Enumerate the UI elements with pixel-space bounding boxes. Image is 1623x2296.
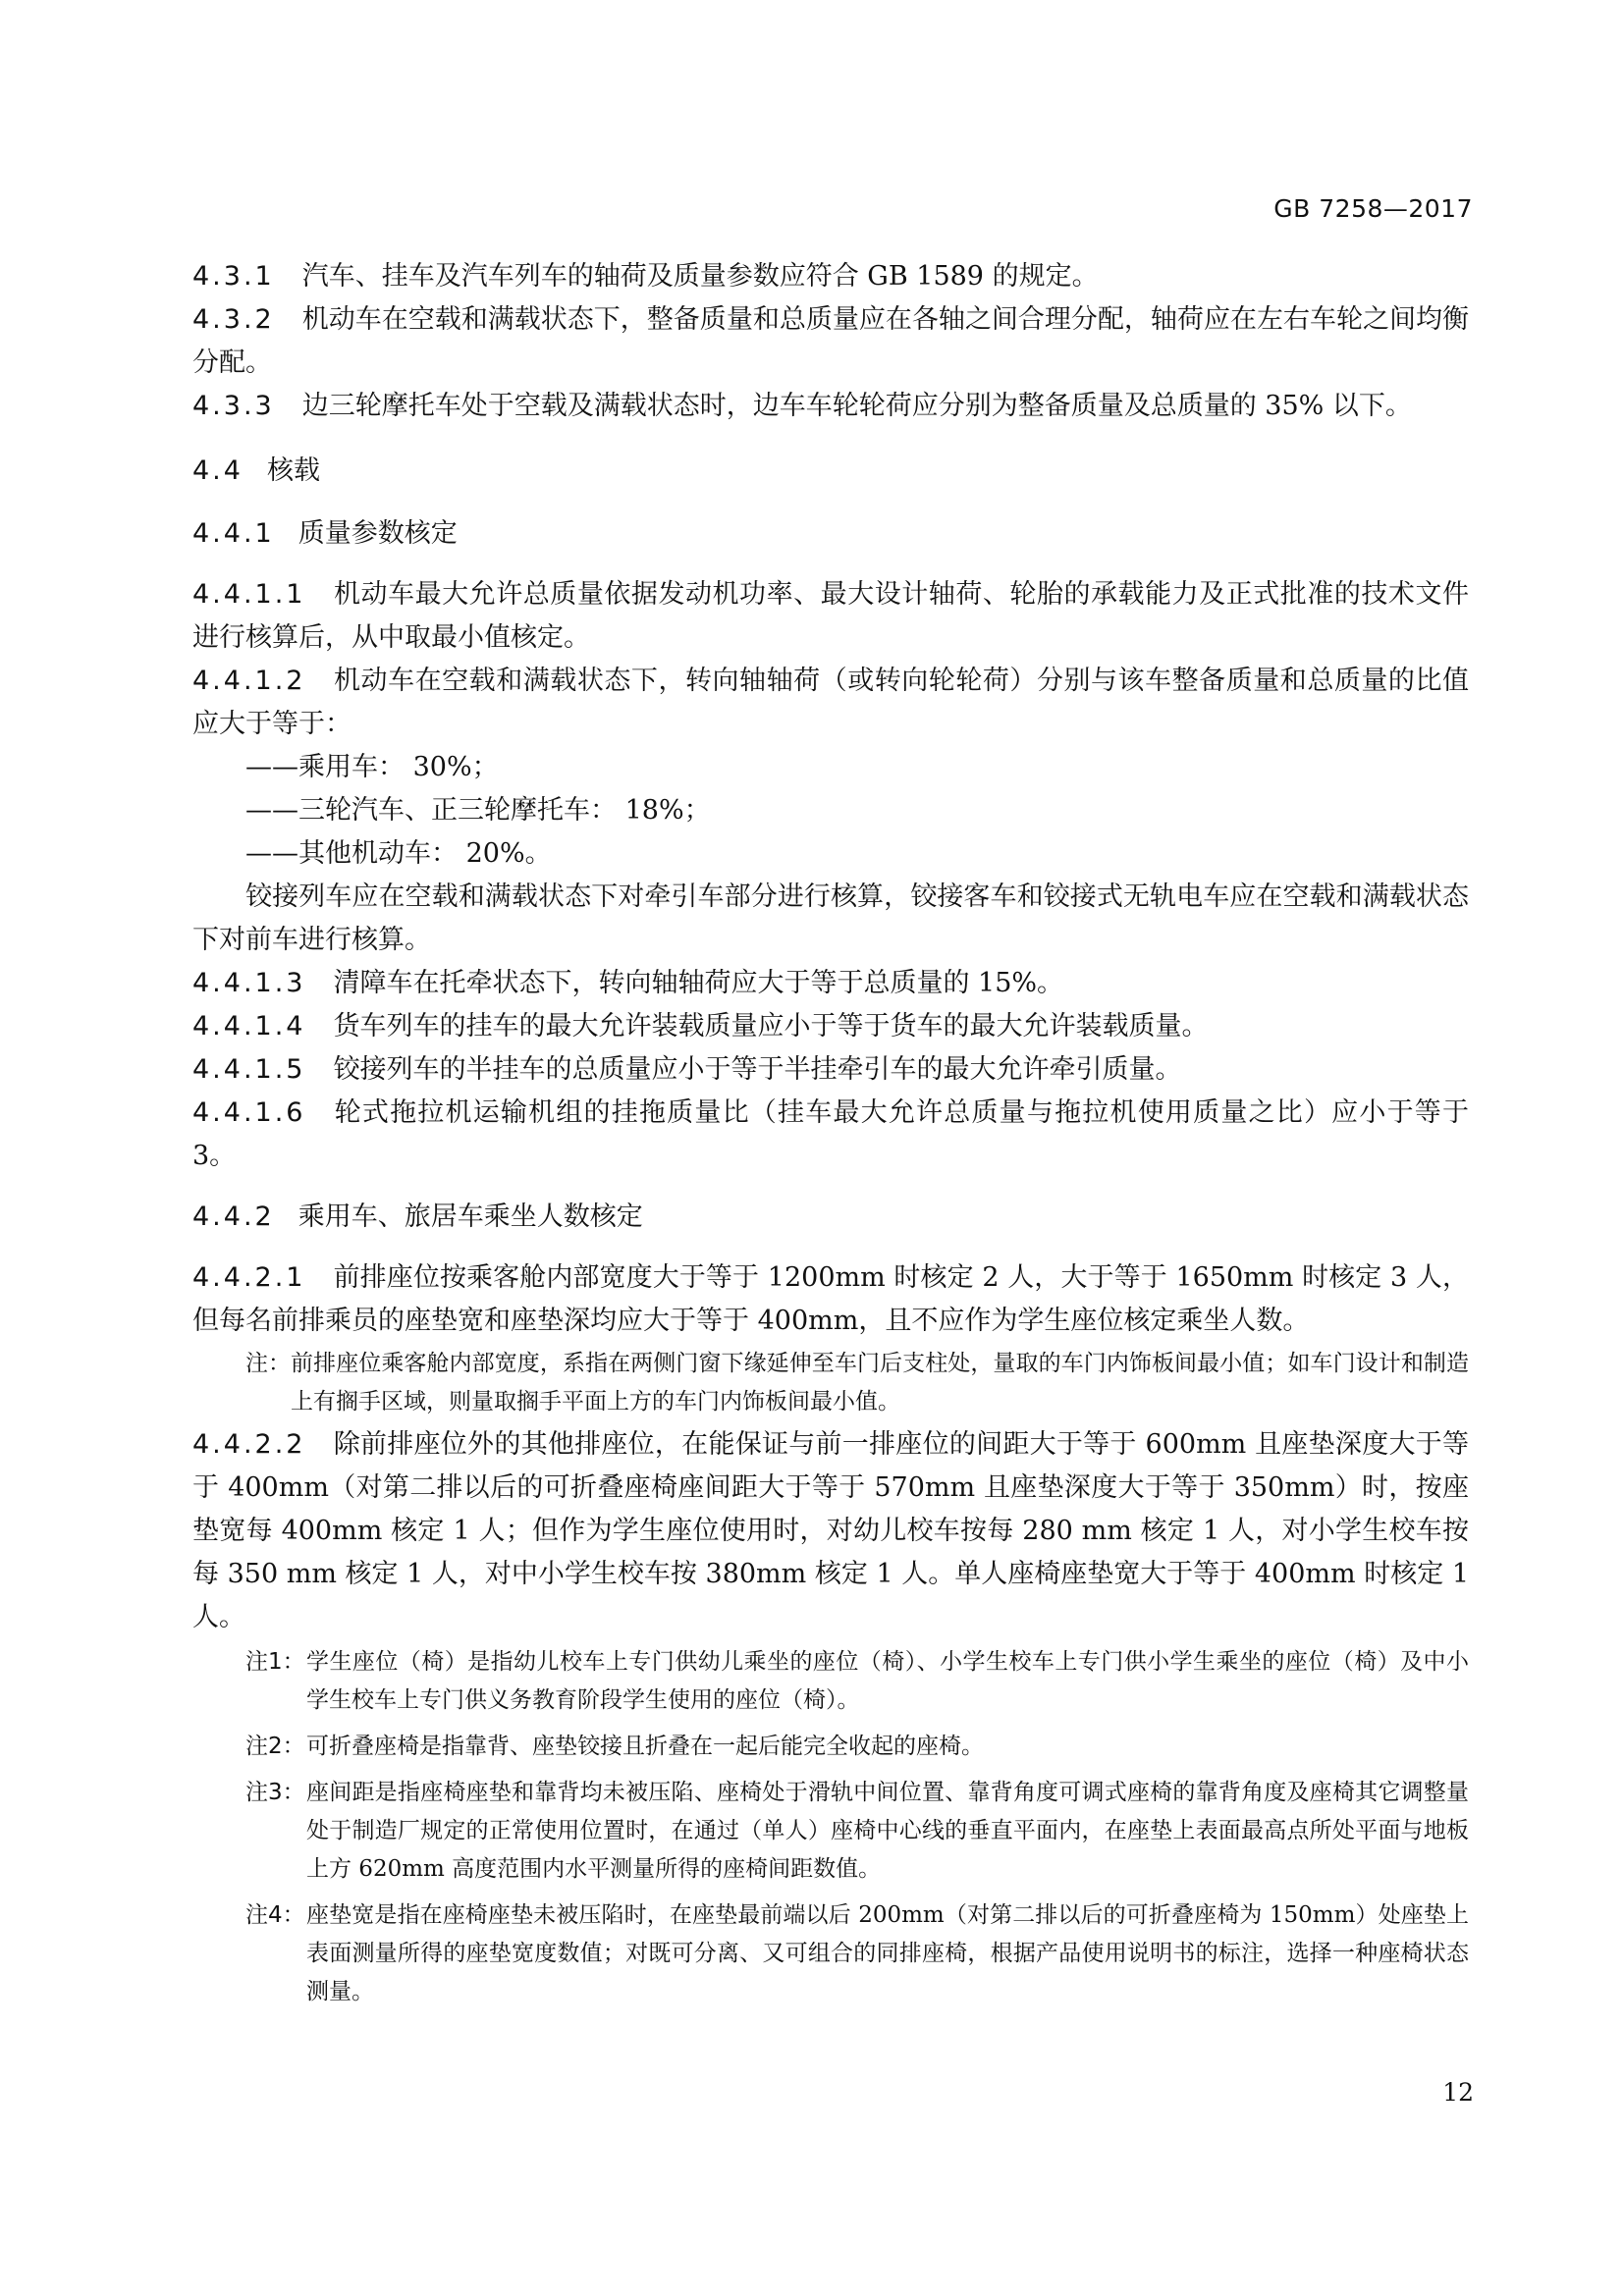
note-label: 注2： <box>245 1734 305 1759</box>
clause-text: 铰接列车的半挂车的总质量应小于等于半挂牵引车的最大允许牵引质量。 <box>333 1054 1182 1085</box>
section-title: 核载 <box>266 455 320 486</box>
paragraph-articulated-vehicles: 铰接列车应在空载和满载状态下对牵引车部分进行核算，铰接客车和铰接式无轨电车应在空载和满载状态下对前车进行核算。 <box>192 881 1469 955</box>
section-heading-4-4-1 <box>192 512 1469 556</box>
list-item: ——三轮汽车、正三轮摩托车： 18%； <box>245 795 711 826</box>
section-number: 4.4.1 <box>192 518 275 549</box>
note-text: 前排座位乘客舱内部宽度，系指在两侧门窗下缘延伸至车门后支柱处，量取的车门内饰板间最小值；如车门设计和制造上有搁手区域，则量取搁手平面上方的车门内饰板间最小值。 <box>291 1351 1469 1415</box>
section-number: 4.4.2 <box>192 1201 275 1232</box>
section-title: 质量参数核定 <box>298 518 458 549</box>
clause-number: 4.4.1.2 <box>192 666 306 696</box>
section-heading-4-4-2 <box>192 1196 1469 1239</box>
clause-text: 货车列车的挂车的最大允许装载质量应小于等于货车的最大允许装载质量。 <box>333 1011 1209 1041</box>
note-text: 座间距是指座椅座垫和靠背均未被压陷、座椅处于滑轨中间位置、靠背角度可调式座椅的靠背角度及座椅其它调整量处于制造厂规定的正常使用位置时，在通过（单人）座椅中心线的垂直平面内，在座垫上表面最高点所处平面与地板上方 620mm 高度范围内水平测量所得的座椅间距数值。 <box>306 1780 1469 1882</box>
note-text: 座垫宽是指在座椅座垫未被压陷时，在座垫最前端以后 200mm（对第二排以后的可折叠座椅为 150mm）处座垫上表面测量所得的座垫宽度数值；对既可分离、又可组合的同排座椅，根据产品使用说明书的标注，选择一种座椅状态测量。 <box>306 1902 1469 2004</box>
note-2 <box>245 1728 1469 1766</box>
notes-list <box>192 1643 1469 2011</box>
clause-text: 清障车在托牵状态下，转向轴轴荷应大于等于总质量的 15%。 <box>333 968 1064 998</box>
clause-text: 机动车在空载和满载状态下，转向轴轴荷（或转向轮轮荷）分别与该车整备质量和总质量的比值应大于等于： <box>192 666 1469 739</box>
clause-number: 4.4.1.1 <box>192 579 306 610</box>
clause-number: 4.4.1.6 <box>192 1097 306 1128</box>
clause-text: 边三轮摩托车处于空载及满载状态时，边车车轮轮荷应分别为整备质量及总质量的 35% 以下。 <box>301 391 1412 421</box>
clause-text: 轮式拖拉机运输机组的挂拖质量比（挂车最大允许总质量与拖拉机使用质量之比）应小于等于 3。 <box>192 1097 1469 1171</box>
clause-text: 机动车在空载和满载状态下，整备质量和总质量应在各轴之间合理分配，轴荷应在左右车轮之间均衡分配。 <box>192 304 1469 378</box>
clause-4-3-3 <box>192 385 1469 428</box>
clause-number: 4.3.3 <box>192 391 275 421</box>
clause-4-4-2-2 <box>192 1423 1469 1639</box>
clause-text: 除前排座位外的其他排座位，在能保证与前一排座位的间距大于等于 600mm 且座垫深度大于等于 400mm（对第二排以后的可折叠座椅座间距大于等于 570mm 且座垫深度大于等于 350mm）时，按座垫宽每 400mm 核定 1 人；但作为学生座位使用时，对幼儿校车按每 280 mm 核定 1 人，对小学生校车按每 350 mm 核定 1 人，对中小学生校车按 380mm 核定 1 人。单人座椅座垫宽大于等于 400mm 时核定 1 人。 <box>192 1429 1469 1632</box>
note-label: 注3： <box>245 1780 305 1805</box>
section-title: 乘用车、旅居车乘坐人数核定 <box>298 1201 643 1232</box>
note-text: 学生座位（椅）是指幼儿校车上专门供幼儿乘坐的座位（椅）、小学生校车上专门供小学生乘坐的座位（椅）及中小学生校车上专门供义务教育阶段学生使用的座位（椅）。 <box>306 1649 1469 1713</box>
clause-4-4-1-5 <box>192 1048 1469 1092</box>
clause-4-3-1 <box>192 255 1469 298</box>
standard-code: GB 7258—2017 <box>1273 194 1473 223</box>
clause-4-3-2 <box>192 298 1469 385</box>
note-1 <box>245 1643 1469 1720</box>
clause-4-4-1-1 <box>192 573 1469 660</box>
page-number: 12 <box>1442 2078 1474 2107</box>
clause-text: 机动车最大允许总质量依据发动机功率、最大设计轴荷、轮胎的承载能力及正式批准的技术文件进行核算后，从中取最小值核定。 <box>192 579 1469 653</box>
clause-4-4-1-3 <box>192 962 1469 1005</box>
clause-4-4-1-6 <box>192 1092 1469 1178</box>
clause-number: 4.4.2.1 <box>192 1262 306 1293</box>
note-label: 注1： <box>245 1649 305 1675</box>
note-label: 注4： <box>245 1902 305 1928</box>
clause-number: 4.4.1.4 <box>192 1011 306 1041</box>
clause-4-4-2-1 <box>192 1256 1469 1343</box>
clause-text: 汽车、挂车及汽车列车的轴荷及质量参数应符合 GB 1589 的规定。 <box>301 261 1099 292</box>
clause-number: 4.4.1.3 <box>192 968 306 998</box>
note-4 <box>245 1896 1469 2011</box>
list-item: ——其他机动车： 20%。 <box>245 838 552 869</box>
clause-4-4-1-2 <box>192 660 1469 746</box>
clause-number: 4.4.2.2 <box>192 1429 306 1460</box>
clause-4-4-1-4 <box>192 1005 1469 1048</box>
clause-text: 前排座位按乘客舱内部宽度大于等于 1200mm 时核定 2 人，大于等于 1650mm 时核定 3 人，但每名前排乘员的座垫宽和座垫深均应大于等于 400mm，且不应作为学生座位核定乘坐人数。 <box>192 1262 1469 1336</box>
note-text: 可折叠座椅是指靠背、座垫铰接且折叠在一起后能完全收起的座椅。 <box>306 1734 984 1759</box>
note-label: 注： <box>245 1351 291 1376</box>
clause-number: 4.3.1 <box>192 261 275 292</box>
note <box>192 1345 1469 1421</box>
clause-number: 4.4.1.5 <box>192 1054 306 1085</box>
section-number: 4.4 <box>192 455 243 486</box>
section-heading-4-4 <box>192 450 1469 493</box>
document-body <box>192 255 1469 2019</box>
list-item: ——乘用车： 30%； <box>245 752 499 782</box>
note-3 <box>245 1774 1469 1889</box>
clause-number: 4.3.2 <box>192 304 275 335</box>
